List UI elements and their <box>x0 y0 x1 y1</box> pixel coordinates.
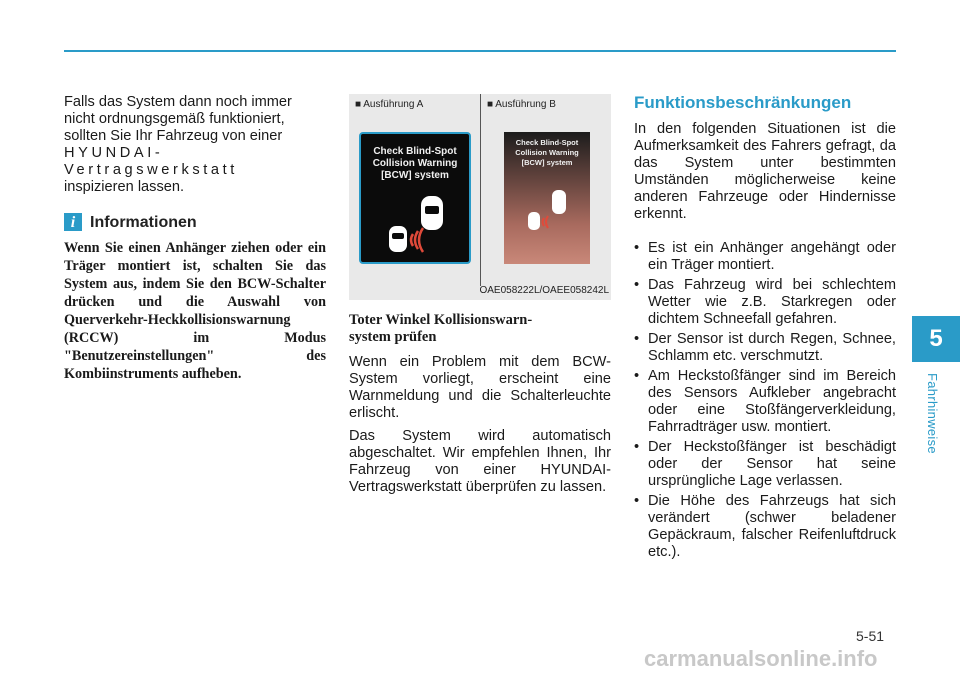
screen-a-line: Collision Warning <box>372 158 458 169</box>
figure-caption: OAE058222L/OAEE058242L <box>479 285 609 296</box>
subsection-title-line: Toter Winkel Kollisionswarn- <box>349 312 533 328</box>
column-right <box>634 94 896 564</box>
list-item: • Der Sensor ist durch Regen, Schnee, Schlamm etc. verschmutzt. <box>634 331 896 365</box>
blind-spot-cars-icon <box>361 134 473 266</box>
intro-line: sollten Sie Ihr Fahrzeug von einer <box>64 128 283 144</box>
intro-line: inspizieren lassen. <box>64 179 185 195</box>
subsection-title <box>349 312 611 346</box>
info-heading <box>64 213 326 231</box>
figure-label-b: ■ Ausführung B <box>487 99 556 110</box>
header-rule <box>64 50 896 52</box>
list-item: • Die Höhe des Fahrzeugs hat sich verändert (schwer beladener Gepäckraum, falscher Reifenluftdruck etc.). <box>634 493 896 561</box>
page-number: 5-51 <box>856 628 885 644</box>
blind-spot-cars-icon <box>504 132 590 264</box>
section-title: Funktionsbeschränkungen <box>634 93 852 112</box>
limitations-list <box>634 240 896 561</box>
bcw-warning-figure <box>349 94 611 300</box>
figure-label-a: ■ Ausführung A <box>355 99 424 110</box>
intro-line: nicht ordnungsgemäß funktioniert, <box>64 111 285 127</box>
paragraph: Das System wird automatisch abgeschaltet. Wir empfehlen Ihnen, Ihr Fahrzeug von einer HYUNDAI-Vertragswerkstatt überprüfen zu lassen. <box>349 428 611 495</box>
info-icon: i <box>64 213 82 231</box>
intro-line: Falls das System dann noch immer <box>64 94 292 110</box>
intro-line-spaced: HYUNDAI-Vertragswerkstatt <box>64 145 238 178</box>
cluster-screen-b <box>504 132 590 264</box>
figure-divider <box>480 94 481 286</box>
paragraph: Wenn ein Problem mit dem BCW-System vorliegt, erscheint eine Warnmeldung und die Schalterleuchte erlischt. <box>349 354 611 421</box>
section-intro: In den folgenden Situationen ist die Aufmerksamkeit des Fahrers gefragt, da das System unter bestimmten Umständen möglicherweise keine anderen Fahrzeuge oder Hindernisse erkennt. <box>634 121 896 222</box>
screen-a-line: Check Blind-Spot <box>373 146 457 157</box>
list-item: • Am Heckstoßfänger sind im Bereich des Sensors Aufkleber angebracht oder eine Stoßfängerverkleidung, Fahrradträger usw. montiert. <box>634 368 896 436</box>
screen-b-line: [BCW] system <box>521 158 573 167</box>
list-item: • Das Fahrzeug wird bei schlechtem Wetter wie z.B. Starkregen oder dichtem Schneefall gefahren. <box>634 277 896 328</box>
chapter-label <box>918 368 946 458</box>
chapter-number-tab: 5 <box>912 316 960 362</box>
screen-b-line: Collision Warning <box>515 148 579 157</box>
screen-b-line: Check Blind-Spot <box>515 138 579 147</box>
list-item: • Es ist ein Anhänger angehängt oder ein Träger montiert. <box>634 240 896 274</box>
list-item: • Der Heckstoßfänger ist beschädigt oder der Sensor hat seine ursprüngliche Lage verlassen. <box>634 439 896 490</box>
chapter-label-text: Fahrhinweise <box>924 372 940 454</box>
info-text: Wenn Sie einen Anhänger ziehen oder ein Träger montiert ist, schalten Sie das System aus, indem Sie den BCW-Schalter drücken und die Auswahl von Querverkehr-Heckkollisionswarnung (RCCW) im Modus "Benutzereinstellungen" des Kombiinstruments aufheben. <box>64 240 326 382</box>
subsection-title-line: system prüfen <box>349 329 437 345</box>
cluster-screen-a <box>359 132 471 264</box>
info-title: Informationen <box>90 213 197 231</box>
column-middle <box>349 94 611 496</box>
intro-paragraph <box>64 94 326 196</box>
screen-a-line: [BCW] system <box>381 170 449 181</box>
watermark: carmanualsonline.info <box>644 646 878 671</box>
column-left <box>64 94 326 383</box>
